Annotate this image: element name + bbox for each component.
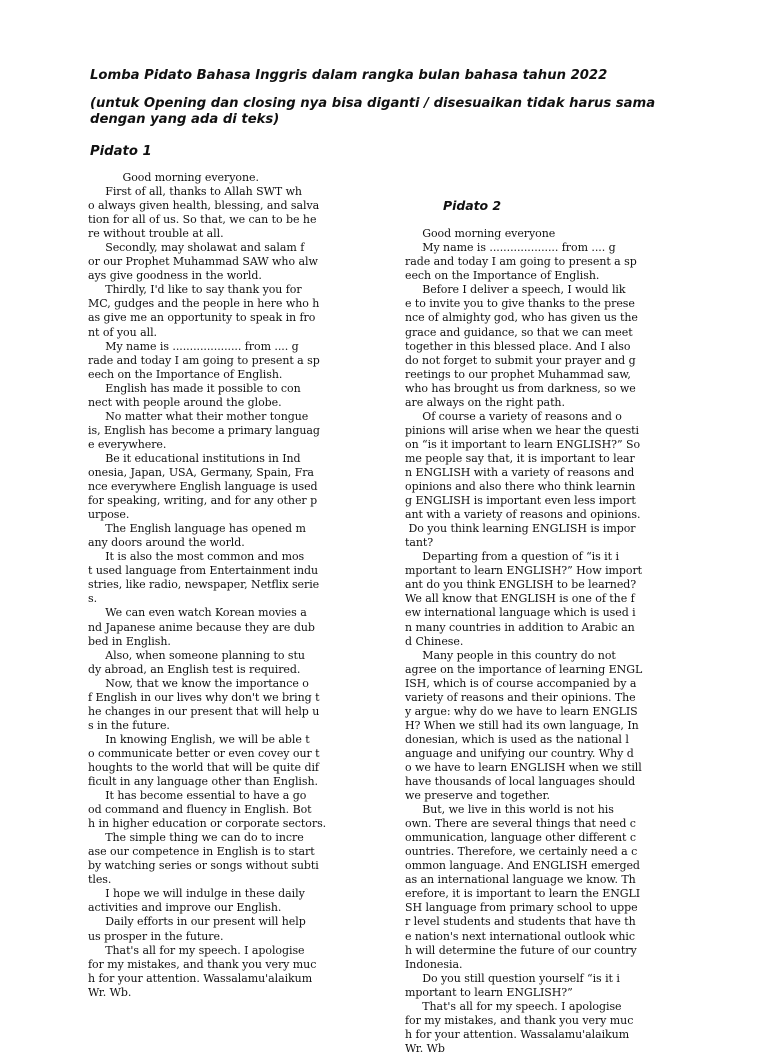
text-line: h for your attention. Wassalamu'alaikum [88,971,313,985]
text-line: rade and today I am going to present a sp [88,353,320,367]
text-line: ommon language. And ENGLISH emerged [405,859,640,873]
text-line: s in the future. [88,718,170,732]
text-line: h in higher education or corporate sectors. [88,817,327,831]
text-line: e nation's next international outlook whic [405,929,635,943]
text-line: on “is it important to learn ENGLISH?” So [405,437,641,451]
text-line: pinions will arise when we hear the questi [405,423,640,437]
text-line: rade and today I am going to present a sp [405,255,637,269]
text-line: H? When we still had its own language, In [405,718,639,732]
speech-1-column [88,171,408,1000]
text-line: for speaking, writing, and for any other p [88,494,318,508]
text-line: We all know that ENGLISH is one of the f [405,592,635,606]
text-line: That's all for my speech. I apologise [88,943,305,957]
text-line: tant? [405,536,434,550]
text-line: f English in our lives why don't we bring t [88,690,320,704]
text-line: MC, gudges and the people in here who h [88,297,320,311]
text-line: mportant to learn ENGLISH?” How import [405,564,643,578]
text-line: Do you think learning ENGLISH is impor [405,522,636,536]
text-line: Departing from a question of “is it i [405,550,619,564]
text-line: Wr. Wb. [88,985,132,999]
text-line: ficult in any language other than English. [88,775,318,789]
text-line: Do you still question yourself “is it i [405,971,620,985]
text-line: for my mistakes, and thank you very muc [88,957,317,971]
text-line: eech on the Importance of English. [88,367,283,381]
text-line: or our Prophet Muhammad SAW who alw [88,255,318,269]
speech-2-heading: Pidato 2 [443,198,502,214]
text-line: is, English has become a primary languag [88,423,320,437]
text-line: agree on the importance of learning ENGL [405,662,643,676]
text-line: ew international language which is used i [405,606,636,620]
text-line: First of all, thanks to Allah SWT wh [88,185,302,199]
text-line: Secondly, may sholawat and salam f [88,241,305,255]
text-line: anguage and unifying our country. Why d [405,746,634,760]
text-line: o always given health, blessing, and salva [88,199,320,213]
note-line-1: (untuk Opening dan closing nya bisa diganti / disesuaikan tidak harus sama [90,96,656,111]
text-line: opinions and also there who think learnin [405,480,636,494]
text-line: nce everywhere English language is used [88,480,318,494]
text-line: SH language from primary school to uppe [405,901,638,915]
text-line: It is also the most common and mos [88,550,305,564]
text-line: nect with people around the globe. [88,395,282,409]
text-line: e everywhere. [88,437,167,451]
text-line: But, we live in this world is not his [405,803,614,817]
text-line: ISH, which is of course accompanied by a [405,676,637,690]
text-line: mportant to learn ENGLISH?” [405,985,573,999]
text-line: erefore, it is important to learn the ENGLI [405,887,641,901]
text-line: activities and improve our English. [88,901,282,915]
text-line: Thirdly, I'd like to say thank you for [88,283,302,297]
document-title: Lomba Pidato Bahasa Inggris dalam rangka bulan bahasa tahun 2022 [90,68,608,83]
text-line: od command and fluency in English. Bot [88,803,312,817]
text-line: onesia, Japan, USA, Germany, Spain, Fra [88,465,314,479]
text-line: The English language has opened m [88,522,306,536]
document-header [90,68,730,160]
text-line: ase our competence in English is to start [88,845,315,859]
text-line: d Chinese. [405,634,464,648]
speech-1-heading: Pidato 1 [90,144,152,159]
text-line: No matter what their mother tongue [88,409,309,423]
text-line: tion for all of us. So that, we can to be he [88,213,317,227]
text-line: ant do you think ENGLISH to be learned? [405,578,637,592]
text-line: r level students and students that have th [405,915,636,929]
text-line: g ENGLISH is important even less import [405,494,636,508]
text-line: n many countries in addition to Arabic an [405,620,635,634]
text-line: me people say that, it is important to lear [405,451,635,465]
text-line: do not forget to submit your prayer and g [405,353,636,367]
text-line: urpose. [88,508,130,522]
text-line: dy abroad, an English test is required. [88,662,301,676]
text-line: Wr. Wb [405,1041,445,1055]
text-line: My name is .................... from .... g [405,241,616,255]
text-line: y argue: why do we have to learn ENGLIS [405,704,638,718]
text-line: us prosper in the future. [88,929,224,943]
text-line: re without trouble at all. [88,227,224,241]
text-line: Daily efforts in our present will help [88,915,306,929]
text-line: It has become essential to have a go [88,789,307,803]
text-line: Before I deliver a speech, I would lik [405,283,626,297]
text-line: Of course a variety of reasons and o [405,409,622,423]
text-line: We can even watch Korean movies a [88,606,307,620]
text-line: own. There are several things that need c [405,817,636,831]
text-line: Indonesia. [405,957,463,971]
text-line: he changes in our present that will help u [88,704,320,718]
text-line: Be it educational institutions in Ind [88,451,301,465]
text-line: for my mistakes, and thank you very muc [405,1013,634,1027]
text-line: nce of almighty god, who has given us the [405,311,638,325]
text-line: eech on the Importance of English. [405,269,600,283]
text-line: together in this blessed place. And I also [405,339,631,353]
text-line: as give me an opportunity to speak in fro [88,311,316,325]
text-line: s. [88,592,98,606]
text-line: tles. [88,873,112,887]
text-line: reetings to our prophet Muhammad saw, [405,367,631,381]
text-line: ountries. Therefore, we certainly need a c [405,845,638,859]
text-line: any doors around the world. [88,536,245,550]
text-line: n ENGLISH with a variety of reasons and [405,465,635,479]
text-line: My name is .................... from .... g [88,339,299,353]
text-line: stries, like radio, newspaper, Netflix serie [88,578,320,592]
text-line: houghts to the world that will be quite dif [88,760,319,774]
text-line: e to invite you to give thanks to the prese [405,297,635,311]
text-line: grace and guidance, so that we can meet [405,325,633,339]
text-line: English has made it possible to con [88,381,301,395]
text-line: have thousands of local languages should [405,775,636,789]
text-line: nt of you all. [88,325,158,339]
text-line: Many people in this country do not [405,648,616,662]
text-line: Good morning everyone [405,227,556,241]
text-line: Good morning everyone. [88,171,259,184]
text-line: t used language from Entertainment indu [88,564,319,578]
opening-closing-note [90,96,730,128]
text-line: ant with a variety of reasons and opinions. [405,508,641,522]
text-line: who has brought us from darkness, so we [405,381,636,395]
text-line: In knowing English, we will be able t [88,732,310,746]
text-line: variety of reasons and their opinions. The [405,690,636,704]
text-line: h for your attention. Wassalamu'alaikum [405,1027,630,1041]
text-line: we preserve and together. [405,789,550,803]
speech-2-column [405,171,725,1056]
text-line: donesian, which is used as the national l [405,732,629,746]
note-line-2: dengan yang ada di teks) [90,112,280,127]
text-line: That's all for my speech. I apologise [405,999,622,1013]
text-line: Also, when someone planning to stu [88,648,305,662]
text-line: nd Japanese anime because they are dub [88,620,315,634]
text-line: h will determine the future of our country [405,943,637,957]
text-line: ommunication, language other different c [405,831,636,845]
text-line: o we have to learn ENGLISH when we still [405,760,642,774]
text-line: o communicate better or even covey our t [88,746,320,760]
text-line: by watching series or songs without subti [88,859,319,873]
text-line: The simple thing we can do to incre [88,831,304,845]
text-line: Now, that we know the importance o [88,676,309,690]
text-line: bed in English. [88,634,171,648]
text-line: ays give goodness in the world. [88,269,262,283]
text-line: as an international language we know. Th [405,873,636,887]
text-line: are always on the right path. [405,395,565,409]
text-line: I hope we will indulge in these daily [88,887,305,901]
